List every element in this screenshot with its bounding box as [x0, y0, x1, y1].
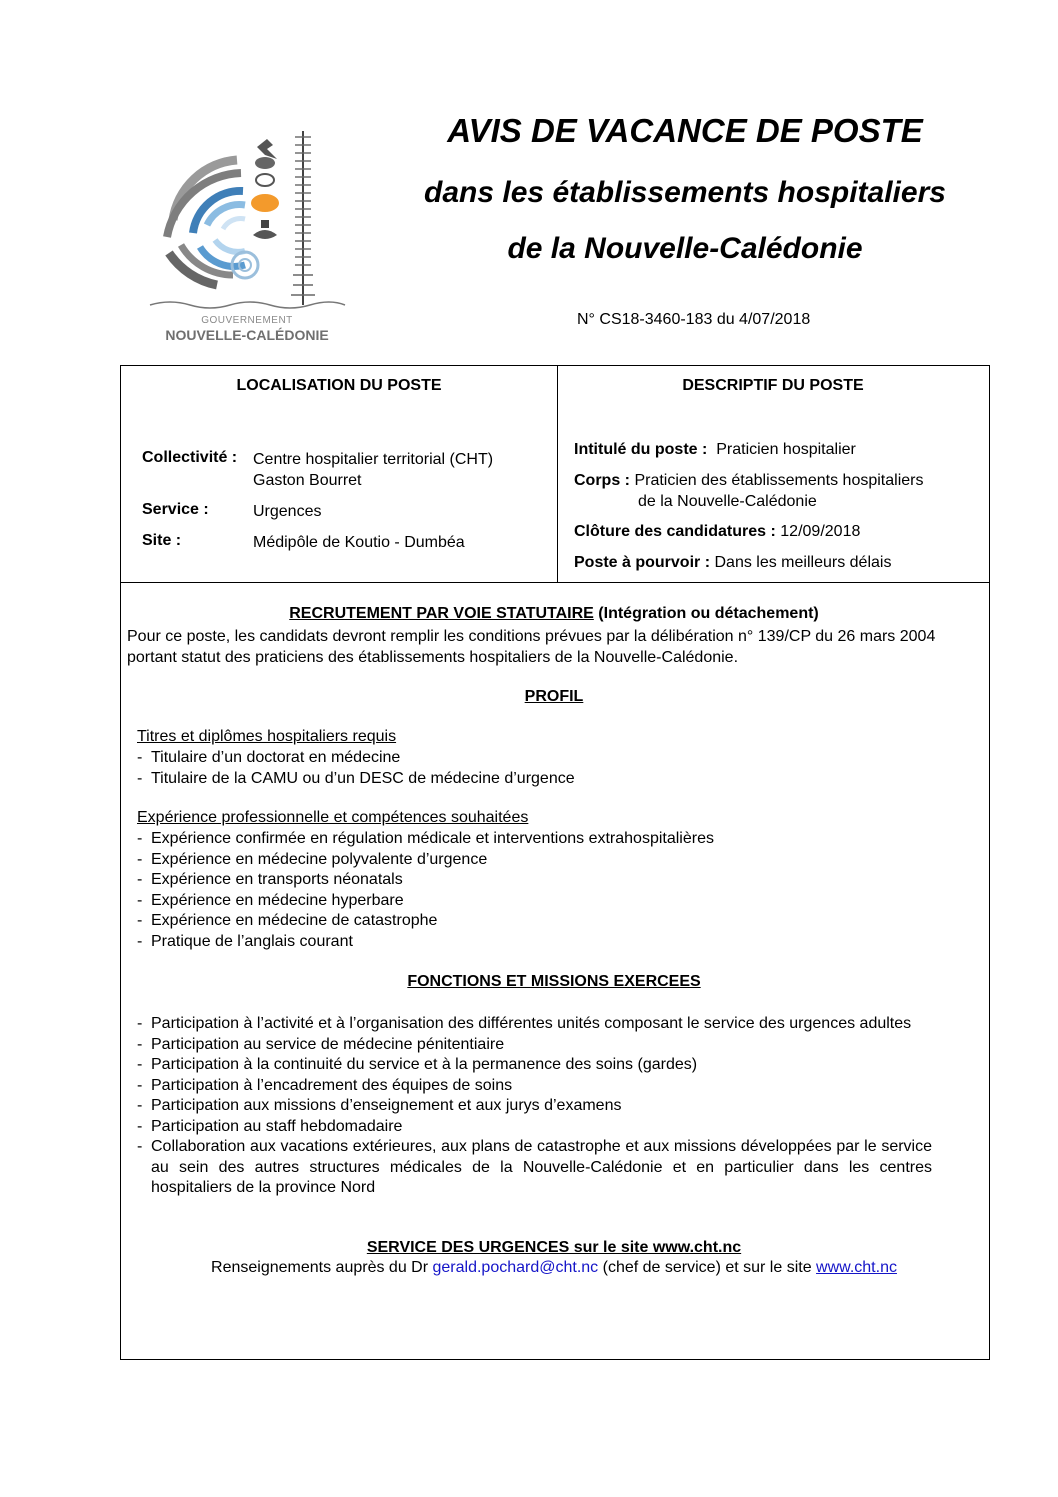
- list-item: - Participation à l’encadrement des équipes de soins: [137, 1076, 932, 1097]
- list-item: - Expérience en médecine polyvalente d’urgence: [137, 850, 937, 871]
- localisation-heading: LOCALISATION DU POSTE: [236, 377, 442, 394]
- corps-row: [574, 470, 923, 491]
- list-item: - Participation au staff hebdomadaire: [137, 1117, 932, 1138]
- list-item: - Participation à la continuité du service et à la permanence des soins (gardes): [137, 1055, 932, 1076]
- site-value: Médipôle de Koutio - Dumbéa: [253, 534, 465, 551]
- intitule-label: Intitulé du poste :: [574, 441, 708, 458]
- page-subtitle-line1: dans les établissements hospitaliers: [424, 176, 946, 209]
- list-item: - Titulaire d’un doctorat en médecine: [137, 748, 937, 769]
- titres-heading: Titres et diplômes hospitaliers requis: [137, 728, 397, 745]
- contact-prefix: Renseignements auprès du Dr: [211, 1259, 429, 1276]
- list-item: - Expérience confirmée en régulation médicale et interventions extrahospitalières: [137, 829, 937, 850]
- list-item: - Expérience en transports néonatals: [137, 870, 937, 891]
- poste-row: [574, 552, 891, 573]
- corps-label: Corps :: [574, 472, 630, 489]
- poste-label: Poste à pourvoir :: [574, 554, 711, 571]
- site-label: Site :: [142, 532, 182, 549]
- experience-list: [137, 829, 937, 952]
- list-item: - Collaboration aux vacations extérieures, aux plans de catastrophe et aux missions développées par le service au sein des autres structures médicales de la Nouvelle-Calédonie et en particulier dans les centres hospitaliers de la province Nord: [137, 1137, 932, 1199]
- service-heading: SERVICE DES URGENCES sur le site www.cht.nc: [366, 1239, 742, 1256]
- list-item: - Titulaire de la CAMU ou d’un DESC de médecine d’urgence: [137, 769, 937, 790]
- corps-value-line2: de la Nouvelle-Calédonie: [638, 493, 817, 510]
- column-divider: [557, 365, 558, 582]
- service-value: Urgences: [253, 503, 322, 520]
- corps-value-line1: Praticien des établissements hospitaliers: [634, 472, 924, 489]
- list-item: - Pratique de l’anglais courant: [137, 932, 937, 953]
- list-item: - Participation à l’activité et à l’organisation des différentes unités composant le service des urgences adultes: [137, 1014, 932, 1035]
- collectivite-value-line2: Gaston Bourret: [253, 472, 362, 489]
- intitule-value: Praticien hospitalier: [716, 441, 856, 458]
- profil-heading: PROFIL: [524, 688, 584, 705]
- cloture-value: 12/09/2018: [780, 523, 861, 540]
- cloture-row: [574, 521, 860, 542]
- list-item: - Expérience en médecine de catastrophe: [137, 911, 937, 932]
- logo-top-text: GOUVERNEMENT: [201, 315, 293, 326]
- site-link[interactable]: www.cht.nc: [816, 1259, 897, 1276]
- contact-line: [121, 1259, 987, 1277]
- contact-email-link[interactable]: gerald.pochard@cht.nc: [432, 1259, 599, 1276]
- experience-heading: Expérience professionnelle et compétences souhaitées: [137, 809, 529, 826]
- collectivite-value-line1: Centre hospitalier territorial (CHT): [253, 451, 494, 468]
- nautilus-emblem-icon: [145, 125, 350, 345]
- intitule-row: [574, 439, 856, 460]
- recrutement-heading-row: [121, 605, 987, 623]
- list-item: - Expérience en médecine hyperbare: [137, 891, 937, 912]
- descriptif-heading: DESCRIPTIF DU POSTE: [682, 377, 864, 394]
- recrutement-intro: Pour ce poste, les candidats devront remplir les conditions prévues par la délibération n° 139/CP du 26 mars 2004 portant statut des praticiens des établissements hospitaliers de la Nouvelle-Calédonie.: [127, 628, 936, 666]
- missions-list: [137, 1014, 932, 1199]
- recrutement-heading-suffix: (Intégration ou détachement): [598, 605, 819, 622]
- list-item: - Participation au service de médecine pénitentiaire: [137, 1035, 932, 1056]
- page-title: AVIS DE VACANCE DE POSTE: [447, 112, 923, 149]
- poste-value: Dans les meilleurs délais: [714, 554, 892, 571]
- list-item: - Participation aux missions d’enseignement et aux jurys d’examens: [137, 1096, 932, 1117]
- government-logo: [145, 125, 350, 345]
- titres-list: [137, 748, 937, 789]
- cloture-label: Clôture des candidatures :: [574, 523, 776, 540]
- recrutement-heading: RECRUTEMENT PAR VOIE STATUTAIRE: [289, 605, 594, 622]
- reference-number: N° CS18-3460-183 du 4/07/2018: [577, 311, 811, 328]
- fonctions-heading: FONCTIONS ET MISSIONS EXERCEES: [407, 973, 701, 990]
- page-subtitle-line2: de la Nouvelle-Calédonie: [507, 232, 863, 265]
- contact-middle: (chef de service) et sur le site: [602, 1259, 812, 1276]
- collectivite-label: Collectivité :: [142, 449, 238, 466]
- service-label: Service :: [142, 501, 209, 518]
- logo-bottom-text: NOUVELLE-CALÉDONIE: [165, 327, 329, 343]
